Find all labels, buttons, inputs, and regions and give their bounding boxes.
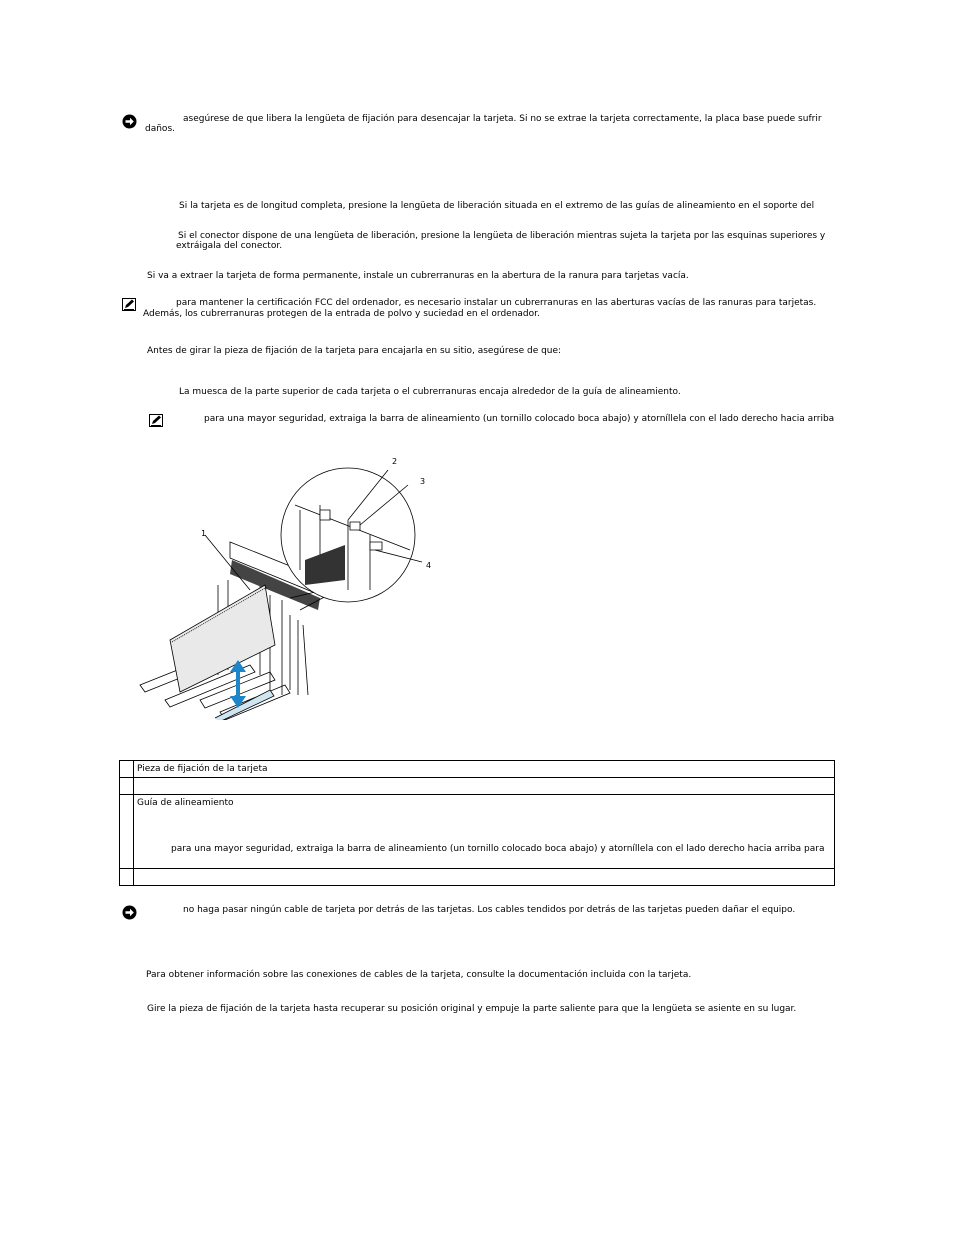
card-retention-illustration [120, 450, 440, 720]
note-icon [149, 414, 163, 427]
legend-label-cell [134, 778, 835, 795]
step-full-length-card: Si la tarjeta es de longitud completa, presione la lengüeta de liberación situada en el extremo de las guías de alineamiento en el soporte del [179, 201, 815, 211]
notice-icon [122, 114, 137, 129]
step-connector-release-line-1: Si el conector dispone de una lengüeta de liberación, presione la lengüeta de liberación mientras sujeta la tarjeta por las esquinas superiores y [178, 231, 826, 241]
notice-icon [122, 905, 137, 920]
step-before-rotating: Antes de girar la pieza de fijación de la tarjeta para encajarla en su sitio, asegúrese de que: [147, 346, 562, 356]
step-rotate-retention-piece: Gire la pieza de fijación de la tarjeta hasta recuperar su posición original y empuje la parte saliente para que la lengüeta se asiente en su lugar. [147, 1004, 797, 1014]
step-connector-release-line-2: extráigala del conector. [176, 241, 283, 251]
legend-number-cell [120, 778, 134, 795]
step-card-cables: Para obtener información sobre las conexiones de cables de la tarjeta, consulte la documentación incluida con la tarjeta. [146, 970, 692, 980]
callout-2: 2 [392, 457, 398, 466]
table-row [120, 795, 835, 869]
callout-1: 1 [201, 529, 207, 538]
legend-label: Pieza de fijación de la tarjeta [137, 764, 268, 774]
table-row [120, 761, 835, 778]
callout-4: 4 [426, 561, 432, 570]
legend-label-cell [134, 869, 835, 886]
figure-legend-table [119, 760, 835, 886]
legend-label-cell [134, 761, 835, 778]
legend-number-cell [120, 869, 134, 886]
note-fcc-line-2: Además, los cubrerranuras protegen de la entrada de polvo y suciedad en el ordenador. [143, 309, 540, 319]
notice-text-line-1: asegúrese de que libera la lengüeta de fijación para desencajar la tarjeta. Si no se extrae la tarjeta correctamente, la placa base puede sufrir [183, 114, 822, 124]
legend-number-cell [120, 761, 134, 778]
legend-note-alignment-bar: para una mayor seguridad, extraiga la barra de alineamiento (un tornillo colocado boca abajo) y atorníllela con el lado derecho hacia arriba para [171, 844, 825, 854]
step-permanent-removal: Si va a extraer la tarjeta de forma permanente, instale un cubrerranuras en la abertura de la ranura para tarjetas vacía. [147, 271, 689, 281]
note-fcc-line-1: para mantener la certificación FCC del ordenador, es necesario instalar un cubrerranuras en las aberturas vacías de las ranuras para tarjetas. [176, 298, 817, 308]
legend-number-cell [120, 795, 134, 869]
table-row [120, 778, 835, 795]
bullet-notch-alignment: La muesca de la parte superior de cada tarjeta o el cubrerranuras encaja alrededor de la guía de alineamiento. [179, 387, 681, 397]
note-alignment-bar: para una mayor seguridad, extraiga la barra de alineamiento (un tornillo colocado boca abajo) y atorníllela con el lado derecho hacia arriba [204, 414, 835, 424]
notice-cable-routing: no haga pasar ningún cable de tarjeta por detrás de las tarjetas. Los cables tendidos por detrás de las tarjetas pueden dañar el equipo. [183, 905, 796, 915]
legend-label-cell [134, 795, 835, 869]
table-row [120, 869, 835, 886]
legend-label: Guía de alineamiento [137, 798, 234, 808]
callout-3: 3 [420, 477, 426, 486]
legend-label [134, 778, 834, 781]
notice-text-line-2: daños. [145, 124, 175, 134]
note-icon [122, 298, 136, 311]
legend-label [134, 869, 834, 872]
